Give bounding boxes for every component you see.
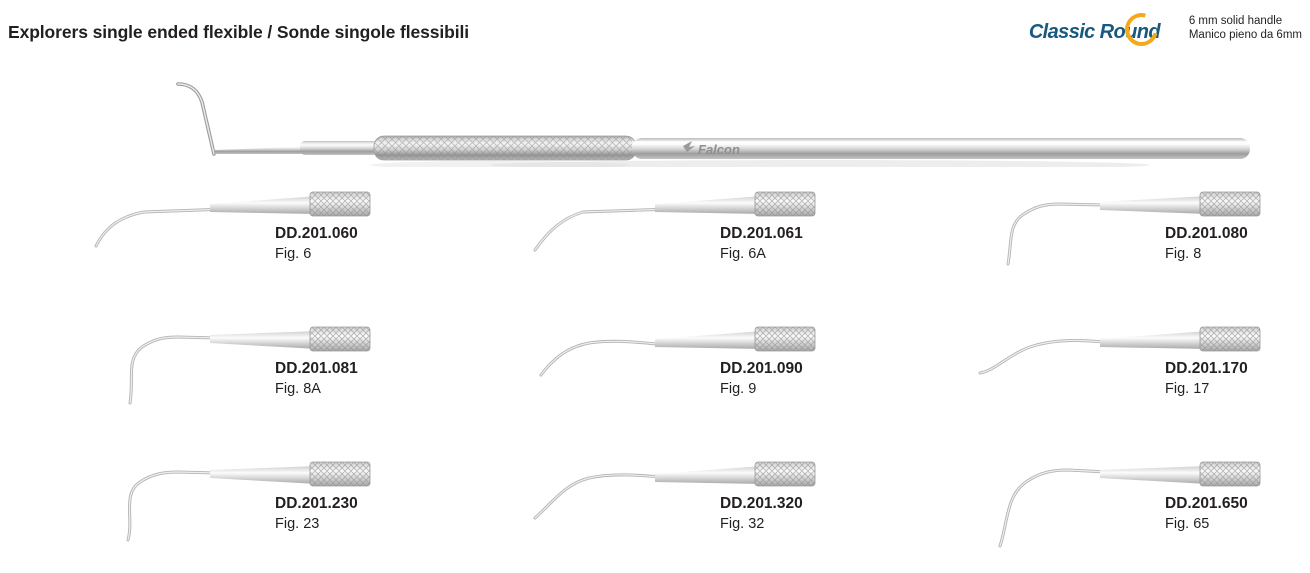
handle-spec (1189, 12, 1302, 42)
product-labels (275, 224, 465, 264)
product-figure: Fig. 6A (720, 246, 766, 262)
svg-text:Falcon: Falcon (698, 142, 740, 157)
product-labels (275, 359, 465, 399)
brand-ring-icon (1119, 7, 1164, 52)
product-cell[interactable] (950, 168, 1310, 303)
product-figure: Fig. 6 (275, 246, 312, 262)
hero-instrument-illustration (0, 62, 1310, 167)
product-row (0, 438, 1310, 573)
product-cell[interactable] (505, 168, 915, 303)
product-cell[interactable] (505, 438, 915, 573)
product-cell[interactable] (60, 168, 470, 303)
product-code: DD.201.081 (275, 360, 358, 377)
product-labels (275, 494, 465, 534)
product-code: DD.201.060 (275, 225, 358, 242)
product-code: DD.201.090 (720, 360, 803, 377)
product-figure: Fig. 23 (275, 516, 320, 532)
product-figure: Fig. 32 (720, 516, 765, 532)
classic-round-logo-icon (1029, 12, 1181, 48)
product-figure: Fig. 17 (1165, 381, 1210, 397)
product-figure: Fig. 8A (275, 381, 321, 397)
product-labels (720, 494, 910, 534)
product-labels (1165, 224, 1310, 264)
product-code: DD.201.230 (275, 495, 358, 512)
brand-block (1029, 12, 1302, 48)
page-header (0, 0, 1310, 60)
product-grid (0, 168, 1310, 573)
product-cell[interactable] (60, 438, 470, 573)
hero-instrument (0, 62, 1310, 167)
product-labels (1165, 494, 1310, 534)
product-row (0, 168, 1310, 303)
product-labels (720, 224, 910, 264)
product-cell[interactable] (950, 438, 1310, 573)
brand-name: Classic Round (1028, 21, 1160, 43)
product-cell[interactable] (950, 303, 1310, 438)
product-cell[interactable] (60, 303, 470, 438)
product-figure: Fig. 8 (1165, 246, 1202, 262)
handle-spec-it: Manico pieno da 6mm (1188, 29, 1302, 41)
page-title: Explorers single ended flexible / Sonde singole flessibili (8, 22, 469, 42)
product-code: DD.201.061 (720, 225, 803, 242)
product-code: DD.201.320 (720, 495, 803, 512)
product-code: DD.201.650 (1165, 495, 1248, 512)
product-figure: Fig. 65 (1165, 516, 1210, 532)
product-labels (720, 359, 910, 399)
product-figure: Fig. 9 (720, 381, 757, 397)
handle-spec-en: 6 mm solid handle (1188, 15, 1283, 27)
product-cell[interactable] (505, 303, 915, 438)
product-labels (1165, 359, 1310, 399)
product-code: DD.201.170 (1165, 360, 1248, 377)
product-code: DD.201.080 (1165, 225, 1248, 242)
product-row (0, 303, 1310, 438)
